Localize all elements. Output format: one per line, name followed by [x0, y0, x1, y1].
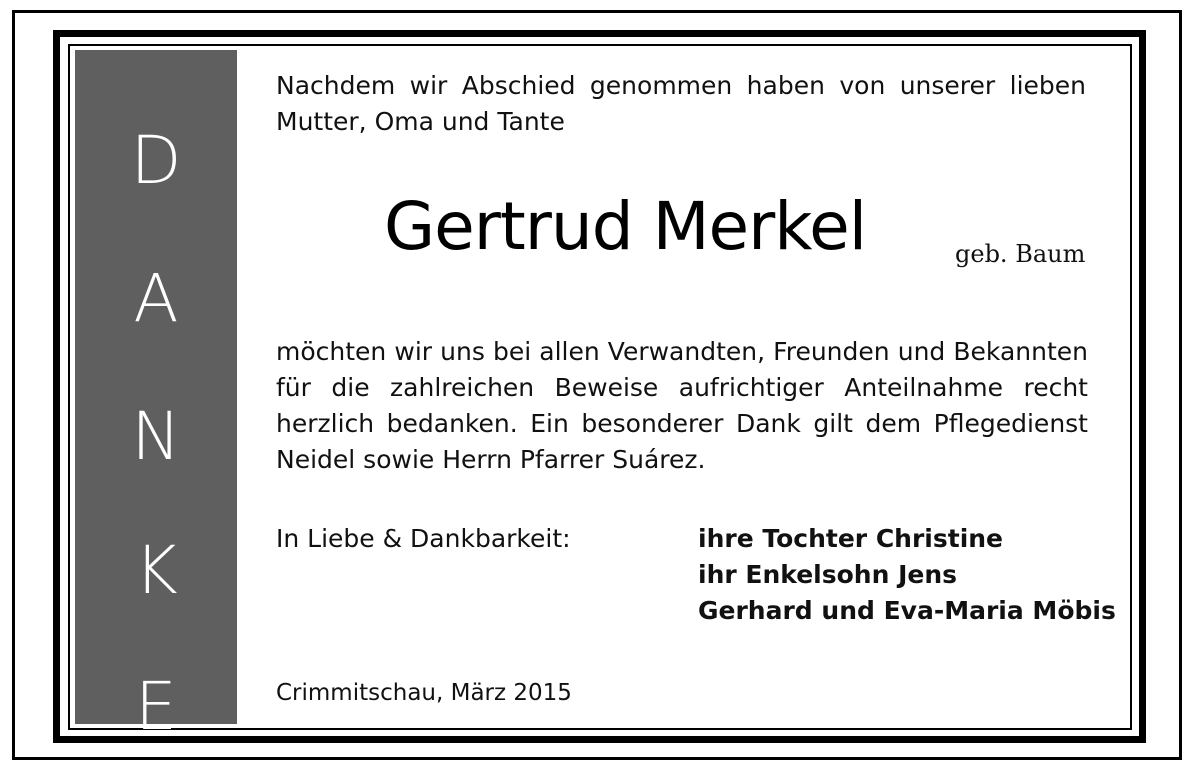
closing-label: In Liebe & Dankbarkeit:	[276, 524, 571, 553]
danke-side-band	[75, 50, 237, 745]
deceased-name: Gertrud Merkel	[384, 188, 867, 265]
intro-text: Nachdem wir Abschied genommen haben von unserer lieben Mutter, Oma und Tante	[276, 71, 1086, 136]
side-letter-e: E	[135, 668, 177, 745]
signatory-3: Gerhard und Eva-Maria Möbis	[698, 596, 1116, 625]
side-letter-d: D	[130, 122, 182, 199]
thanks-text: möchten wir uns bei allen Verwandten, Freunden und Bekannten für die zahlreichen Beweise aufrichtiger Anteilnahme recht herzlich bedanken. Ein besonderer Dank gilt dem Pflegedienst Neidel sowie Herrn Pfarrer Suárez.	[276, 337, 1088, 474]
birth-name: geb. Baum	[955, 240, 1086, 268]
place-date: Crimmitschau, März 2015	[276, 680, 572, 706]
side-letter-k: K	[134, 532, 178, 609]
signatories-list	[698, 521, 1116, 629]
side-letter-n: N	[131, 398, 181, 475]
signatory-1: ihre Tochter Christine	[698, 524, 1004, 553]
signatory-2: ihr Enkelsohn Jens	[698, 560, 958, 589]
side-letter-a: A	[133, 260, 179, 337]
